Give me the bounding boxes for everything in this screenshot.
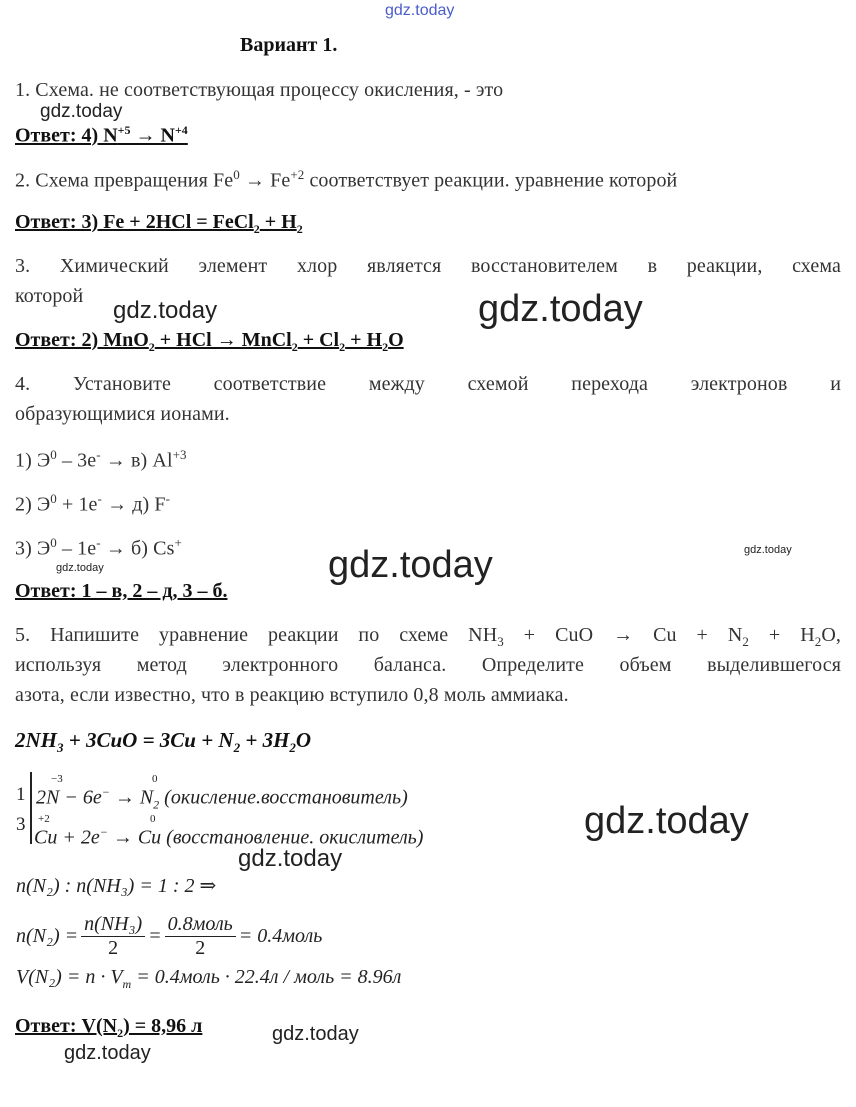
match-item-2: 2) $Э^0 + 1e^- \to д$) F- (15, 491, 171, 516)
page-title: Вариант 1. (240, 34, 338, 56)
question-2-text: 2. Схема превращения $Fe^0 \to Fe^{+2}$ соответствует реакции. уравнение которой (15, 167, 678, 192)
watermark: gdz.today (64, 1042, 151, 1064)
watermark: gdz.today (40, 101, 123, 122)
watermark: gdz.today (272, 1023, 359, 1045)
watermark: gdz.today (113, 297, 218, 324)
oxidation-half-reaction: −3 $2N - 6e^- \to N_2$ 0 (окисление.восстановитель) (36, 773, 408, 812)
question-5-line-3: азота, если известно, что в реакцию вступило 0,8 моль аммиака. (15, 684, 569, 706)
question-3-line-2: которой (15, 285, 84, 307)
watermark: gdz.today (238, 845, 343, 872)
question-4-answer: Ответ: 1 – в, 2 – д, 3 – б. (15, 580, 228, 602)
question-1-answer: Ответ: 4) $N^{+5} \to N^{+4}$ (15, 123, 188, 147)
watermark: gdz.today (744, 544, 792, 556)
question-4-line-2: образующимися ионами. (15, 403, 230, 425)
question-5-line-1: 5. Напишите уравнение реакции по схеме $NH_3$ + CuO → $Cu + N_2 + H_2O$, (15, 624, 842, 649)
question-5-line-2: используя метод электронного баланса. Определите объем выделившегося (15, 654, 841, 676)
question-5-answer: Ответ: $V(N_2) = 8,96$ л (15, 1015, 203, 1040)
balance-coef-2: 3 (16, 814, 26, 835)
question-1-text: 1. Схема. не соответствующая процессу окисления, - это (15, 79, 504, 101)
moles-calculation: n(N₂) = $\frac{\text{n(NH₃)}}{2}$ = $\frac{\text{0.8моль}}{2}$ = 0.4моль (16, 912, 323, 959)
mole-ratio: n(N₂) : n(NH₃) = 1 : 2 ⇒ (16, 875, 217, 897)
reduction-half-reaction: +2 Cu + 2e− → Cu 0 (восстановление. окислитель) (34, 813, 424, 849)
watermark-top: gdz.today (385, 2, 455, 19)
volume-calculation: $V(N_2) = n \cdot V_m$ = 0.4моль · 22.4л / моль = 8.96л (16, 966, 402, 991)
balanced-equation: $2NH_3 + 3CuO = 3Cu + N_2 + 3H_2O$ (15, 728, 312, 756)
watermark: gdz.today (584, 800, 749, 842)
balance-coef-1: 1 (16, 784, 26, 805)
watermark: gdz.today (478, 288, 643, 330)
match-item-3: 3) $Э^0 - 1e^- \to б$) Cs+ (15, 535, 182, 560)
question-2-answer: Ответ: 3) Fe + 2HCl = FeCl$_2$ + $H_2$ (15, 211, 303, 236)
balance-divider (30, 772, 32, 844)
question-4-line-1: 4. Установите соответствие между схемой перехода электронов и (15, 373, 841, 395)
watermark: gdz.today (328, 544, 493, 586)
question-3-answer: Ответ: 2) MnO$_2$ + HCl → MnCl$_2$ + $Cl_2 + H_2O$ (15, 329, 404, 354)
question-3-line-1: 3. Химический элемент хлор является восстановителем в реакции, схема (15, 255, 841, 277)
match-item-1: 1) $Э^0 - 3e^- \to в$) $Al^{+3}$ (15, 447, 187, 472)
watermark: gdz.today (56, 562, 104, 574)
